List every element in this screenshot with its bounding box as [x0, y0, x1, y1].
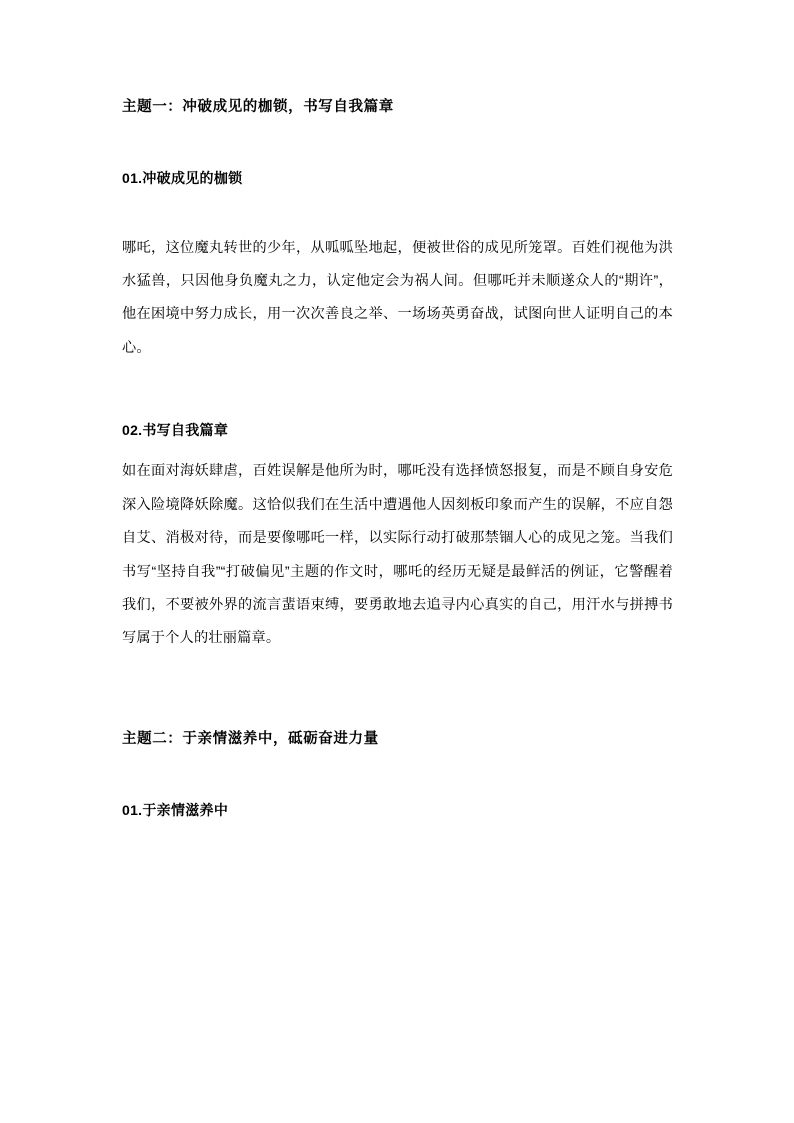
paragraph-topic-one-sub-two: 如在面对海妖肆虐，百姓误解是他所为时，哪吒没有选择愤怒报复，而是不顾自身安危深入险境降妖除魔。这恰似我们在生活中遭遇他人因刻板印象而产生的误解，不应自怨自艾、消极对待，而是要像哪吒一样，以实际行动打破那禁锢人心的成见之笼。当我们书写“坚持自我”“打破偏见”主题的作文时，哪吒的经历无疑是最鲜活的例证，它警醒着我们，不要被外界的流言蜚语束缚，要勇敢地去追寻内心真实的自己，用汗水与拼搏书写属于个人的壮丽篇章。: [122, 463, 673, 647]
subsection-title-topic-one-sub-two: 02.书写自我篇章: [122, 422, 229, 439]
subsection-title-topic-one-sub-one: 01.冲破成见的枷锁: [122, 170, 243, 187]
document-body: [122, 96, 673, 821]
spacer-before-topic-two: [122, 656, 673, 728]
section-title-topic-one: 主题一：冲破成见的枷锁，书写自我篇章: [122, 99, 394, 115]
spacer-after-paragraph-one: [122, 365, 673, 419]
subsection-title-topic-two-sub-one: 01.于亲情滋养中: [122, 801, 229, 818]
section-title-topic-two: 主题二：于亲情滋养中，砥砺奋进力量: [122, 730, 379, 747]
paragraph-topic-one-sub-one: 哪吒，这位魔丸转世的少年，从呱呱坠地起，便被世俗的成见所笼罩。百姓们视他为洪水猛兽，只因他身负魔丸之力，认定他定会为祸人间。但哪吒并未顺遂众人的“期许”，他在困境中努力成长，用一次次善良之举、一场场英勇奋战，试图向世人证明自己的本心。: [122, 239, 673, 356]
